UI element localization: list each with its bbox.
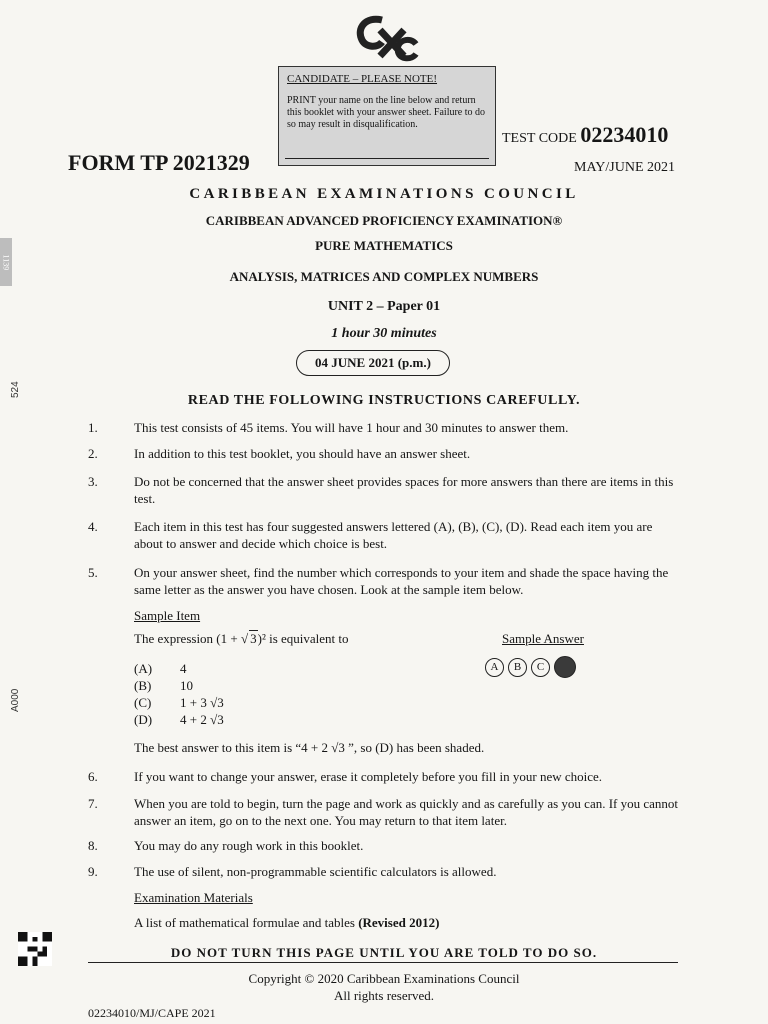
sample-question: The expression (1 + √ 3)² is equivalent to: [134, 631, 349, 646]
divider: [88, 962, 678, 963]
copyright: Copyright © 2020 Caribbean Examinations Council All rights reserved.: [248, 971, 520, 1003]
footer-code: 02234010/MJ/CAPE 2021: [88, 1006, 216, 1020]
instruction-item: 3. Do not be concerned that the answer sheet provides spaces for more answers than there are items in this test.: [88, 474, 674, 506]
test-code: TEST CODE 02234010: [502, 122, 669, 147]
instruction-item: 5. On your answer sheet, find the number which corresponds to your item and shade the space having the same letter as the answer you have chosen. Look at the sample item below.: [88, 565, 669, 597]
answer-bubble-d-shaded: [554, 656, 576, 678]
candidate-notice: [278, 66, 496, 166]
instructions-heading: READ THE FOLLOWING INSTRUCTIONS CAREFULLY.: [187, 393, 581, 408]
instruction-item: 7. When you are told to begin, turn the page and work as quickly and as carefully as you can. If you cannot answer an item, go on to the next one. You may return to that item later.: [88, 796, 679, 828]
sample-option: (B) 10: [134, 678, 193, 693]
council-name: CARIBBEAN EXAMINATIONS COUNCIL: [189, 186, 579, 202]
duration: 1 hour 30 minutes: [331, 326, 437, 341]
sample-explanation: The best answer to this item is “4 + 2 √3 ”, so (D) has been shaded.: [134, 740, 485, 755]
exam-name: CARIBBEAN ADVANCED PROFICIENCY EXAMINATION®: [205, 213, 563, 228]
materials-text: A list of mathematical formulae and tables (Revised 2012): [134, 915, 440, 930]
instruction-item: 1. This test consists of 45 items. You will have 1 hour and 30 minutes to answer them.: [88, 420, 569, 435]
sample-option: (C) 1 + 3 √3: [134, 695, 224, 710]
instruction-item: 8. You may do any rough work in this booklet.: [88, 838, 364, 853]
form-number: FORM TP 2021329: [68, 150, 250, 175]
margin-code: 524: [10, 381, 21, 398]
margin-code: A000: [10, 688, 21, 712]
instruction-item: 6. If you want to change your answer, erase it completely before you fill in your new choice.: [88, 769, 603, 784]
instruction-item: 9. The use of silent, non-programmable scientific calculators is allowed.: [88, 864, 497, 879]
session-label: MAY/JUNE 2021: [574, 160, 675, 175]
exam-date: 04 JUNE 2021 (p.m.): [296, 350, 450, 376]
notice-title: CANDIDATE – PLEASE NOTE!: [287, 73, 438, 85]
unit-paper: UNIT 2 – Paper 01: [327, 299, 441, 314]
instruction-item: 4. Each item in this test has four suggested answers lettered (A), (B), (C), (D). Read each item you are about to answer and decide which choice is best.: [88, 519, 653, 551]
answer-bubble-b: B: [508, 658, 527, 677]
test-code-value: 02234010: [580, 122, 669, 147]
sample-option: (A) 4: [134, 661, 187, 676]
sample-option: (D) 4 + 2 √3: [134, 712, 224, 727]
sample-answer-bubbles: [485, 656, 580, 678]
instruction-item: 2. In addition to this test booklet, you should have an answer sheet.: [88, 446, 471, 461]
cxc-logo: [352, 14, 420, 62]
sample-answer-heading: Sample Answer: [502, 631, 584, 646]
notice-body: PRINT your name on the line below and return this booklet with your answer sheet. Failure to do so may result in disqualification.: [287, 95, 486, 130]
name-line: [285, 158, 489, 159]
warning-line: DO NOT TURN THIS PAGE UNTIL YOU ARE TOLD TO DO SO.: [170, 945, 598, 960]
answer-bubble-a: A: [485, 658, 504, 677]
sample-item-heading: Sample Item: [134, 608, 201, 623]
module-name: ANALYSIS, MATRICES AND COMPLEX NUMBERS: [229, 269, 539, 284]
subject-name: PURE MATHEMATICS: [315, 238, 453, 253]
materials-heading: Examination Materials: [134, 890, 253, 905]
margin-tab: 1139: [0, 238, 12, 286]
answer-bubble-c: C: [531, 658, 550, 677]
